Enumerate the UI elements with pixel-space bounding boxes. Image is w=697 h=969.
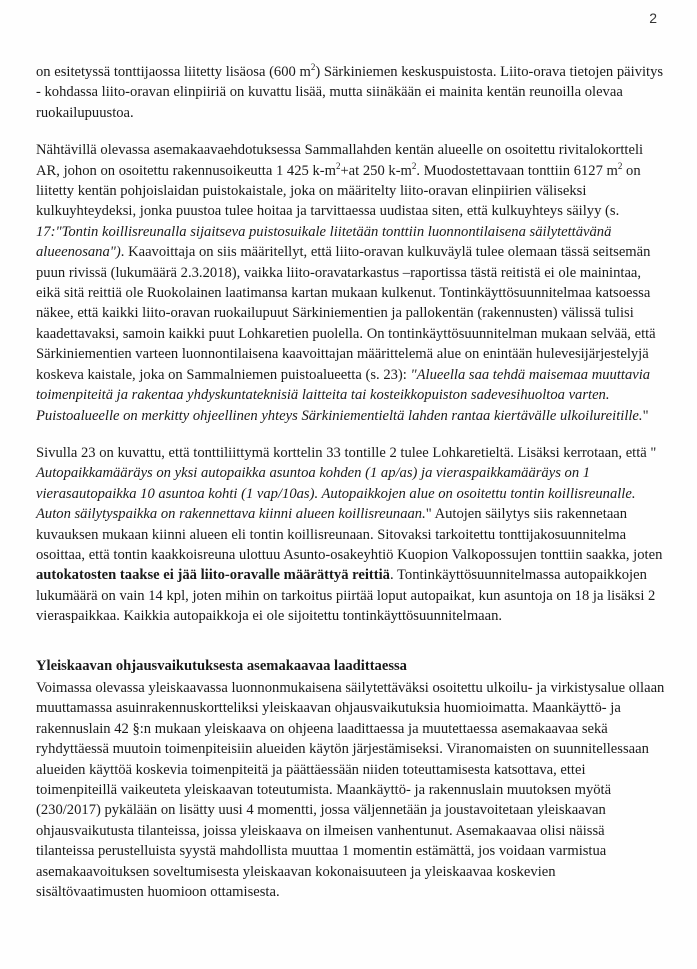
paragraph-2 [36, 140, 666, 426]
text-run: Autopaikkamääräys on yksi autopaikka asuntoa kohden (1 ap/as) ja vieraspaikkamääräys on 1 vierasautopaikka 10 asuntoa kohti (1 vap/10as). Autopaikkojen alue on osoitettu tontin koillisreunalle. Auton säilytyspaikka on rakennettava kiinni alueen koillisreunaan. [36, 465, 636, 523]
text-run: 2 [310, 62, 316, 73]
document-body [36, 62, 666, 919]
text-run: on liitetty kentän pohjoislaidan puistokaistale, joka on määritelty liito-oravan elinpiirien väliseksi kulkuyhteydeksi, jonka puustoa tulee hoitaa ja tarvittaessa uudistaa siten, että kulkuyhteys säilyy (s. [36, 162, 641, 220]
text-run: Nähtävillä olevassa asemakaavaehdotuksessa Sammallahden kentän alueelle on osoitettu rivitalokortteli AR, johon on osoitettu rakennusoikeutta 1 425 k-m [36, 142, 644, 179]
text-run: +at 250 k-m [340, 162, 412, 179]
text-run: "Alueella saa tehdä maisemaa muuttavia toimenpiteitä ja rakentaa yhdyskuntateknisiä laitteita tai kosteikkopuiston sadevesihuoltoa varten. Puistoalueelle on merkitty ohjeellinen yhteys Särkiniementieltä lahden rantaa kiertävälle ulkoilureitille. [36, 366, 651, 424]
text-run: Sivulla 23 on kuvattu, että tonttiliittymä korttelin 33 tontille 2 tulee Lohkaretieltä. Lisäksi kerrotaan, että " [36, 444, 657, 461]
page-number: 2 [649, 10, 657, 26]
text-run: " Autojen säilytys siis rakennetaan kuvauksen mukaan kiinni alueen eli tontin koillisreunaan. Sitovaksi tarkoitettu tonttijakosuunnitelma osoittaa, että tontin kaakkoisreuna ulottuu Asunto-osakeyhtiö Kuopion Valkopossujen tonttiin saakka, joten [36, 506, 663, 563]
text-run: 2 [411, 160, 417, 171]
text-run: autokatosten taakse ei jää liito-oravalle määrättyä reittiä [36, 567, 390, 584]
text-run: 2 [617, 160, 623, 171]
paragraph-3 [36, 443, 666, 627]
section-heading: Yleiskaavan ohjausvaikutuksesta asemakaavaa laadittaessa [36, 657, 407, 674]
text-run: . Tontinkäyttösuunnitelmassa autopaikkojen lukumäärä on vain 14 kpl, joten mihin on tarkoitus piirtää loput autopaikat, kun asuntoja on 18 ja lisäksi 2 vieraspaikkaa. Kaikkia autopaikkoja ei ole sijoitettu tontinkäyttösuunnitelmaan. [36, 567, 656, 625]
section-body: Voimassa olevassa yleiskaavassa luonnonmukaisena säilytettäväksi osoitettu ulkoilu- ja virkistysalue ollaan muuttamassa asuinrakennuskortteliksi yleiskaavan ohjausvaikutuksia huomioimatta. Maankäyttö- ja rakennuslain 42 §:n mukaan yleiskaava on ohjeena laadittaessa ja muutettaessa asemakaavaa sekä ryhdyttäessä muutoin toimenpiteisiin alueiden käytön järjestämiseksi. Viranomaisten on suunnitellessaan alueiden käyttöä koskevia toimenpiteitä ja päättäessään niiden toteuttamisesta katsottava, ettei toimenpiteillä vaikeuteta yleiskaavan toteutumista. Maankäyttö- ja rakennuslain muutoksen myötä (230/2017) pykälään on lisätty uusi 4 momentti, jossa väljennetään ja joustavoitetaan yleiskaavan ohjausvaikutusta tilanteissa, joissa yleiskaava on ilmeisen vanhentunut. Asemakaavaa olisi näissä tilanteissa perustelluista syystä mahdollista muuttaa 1 momentin estämättä, jos voidaan varmistua asemakaavoituksen soveltumisesta yleiskaavan kokonaisuuteen ja yleiskaavaa koskevien sisältövaatimusten huomioon ottamisesta. [36, 679, 665, 901]
text-run: . Kaavoittaja on siis määritellyt, että liito-oravan kulkuväylä tulee olemaan tässä seitsemän puun rivissä (lukumäärä 2.3.2018), vaikka liito-oravatarkastus –raportissa tästä reitistä ei ole mainintaa, eikä sitä reittiä ole Ruokolainen laatimansa kartan mukaan kulkenut. Tontinkäyttösuunnitelmaa katsoessa näkee, että kaikki liito-oravan ruokailupuut Särkiniementien ja pallokentän (rakennusten) välissä tulisi kaadettavaksi, samoin kaikki puut Lohkaretien puolella. On tontinkäyttösuunnitelman mukaan selvää, että Särkiniementien varteen luonnontilaisena kaavoittajan määrittelemä alue on enintään hulevesijärjestelyjä koskeva kaistale, joka on Sammalniemen puistoalueetta (s. 23): [36, 244, 656, 383]
text-run: ) Särkiniemen keskuspuistosta. Liito-orava tietojen päivitys - kohdassa liito-oravan elinpiiriä on kuvattu lisää, mutta siinäkään ei mainita kentän reunoilla olevaa ruokailupuustoa. [36, 64, 664, 121]
text-run: . Muodostettavaan tonttiin 6127 m [416, 162, 618, 179]
text-run: 17:"Tontin koillisreunalla sijaitseva puistosuikale liitetään tonttiin luonnontilaisena säilytettävänä alueenosana") [36, 223, 612, 261]
text-run: 2 [335, 160, 341, 171]
text-run: on esitetyssä tonttijaossa liitetty lisäosa (600 m [36, 64, 311, 80]
text-run: " [642, 407, 649, 424]
paragraph-1 [36, 62, 666, 123]
